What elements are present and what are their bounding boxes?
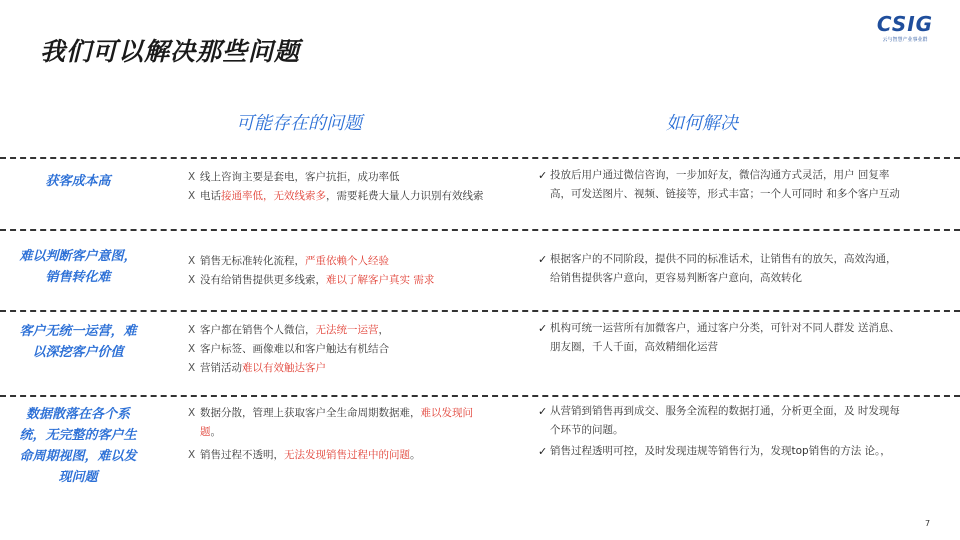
check-icon: ✓: [538, 253, 548, 266]
check-icon: ✓: [538, 322, 548, 335]
solutions-list: [538, 402, 906, 461]
x-icon: X: [188, 324, 196, 336]
problems-header: 可能存在的问题: [236, 113, 362, 134]
solution-item: ✓ 机构可统一运营所有加微客户，通过客户分类，可针对不同人群发 送消息、朋友圈，千人千面，高效精细化运营: [538, 319, 906, 357]
page-title: 我们可以解决那些问题: [40, 37, 301, 66]
check-icon: ✓: [538, 445, 548, 458]
category-data-silos: 数据散落在各个系统，无完整的客户生命周期视图，难以发现问题: [19, 407, 137, 485]
check-icon: ✓: [538, 169, 548, 182]
x-icon: X: [188, 343, 196, 355]
x-icon: X: [188, 255, 196, 267]
x-icon: X: [188, 449, 196, 461]
page-number: 7: [925, 519, 931, 528]
problems-list: [188, 252, 488, 290]
problem-item: X 电话接通率低，无效线索多，需要耗费大量人力识别有效线索: [188, 187, 488, 206]
row-divider: [0, 229, 960, 231]
row-divider: [0, 157, 960, 159]
problem-item: X 销售无标准转化流程，严重依赖个人经验: [188, 252, 488, 271]
row-divider: [0, 395, 960, 397]
logo-text: CSIG: [876, 12, 934, 36]
category-operations: 客户无统一运营，难以深挖客户价值: [19, 324, 137, 360]
solutions-list: [538, 319, 906, 357]
solutions-header: 如何解决: [666, 113, 738, 134]
category-acquisition-cost: 获客成本高: [45, 174, 111, 189]
solution-item: ✓ 根据客户的不同阶段，提供不同的标准话术，让销售有的放矢，高效沟通，给销售提供客户意向，更容易判断客户意向，高效转化: [538, 250, 906, 288]
logo-subtitle: 云与智慧产业事业群: [882, 37, 928, 43]
problem-item: X 没有给销售提供更多线索，难以了解客户真实 需求: [188, 271, 488, 290]
row-divider: [0, 310, 960, 312]
solution-item: ✓ 销售过程透明可控，及时发现违规等销售行为，发现top销售的方法 论。，: [538, 442, 906, 461]
problem-item: X 数据分散，管理上获取客户全生命周期数据难，难以发现问题。: [188, 404, 488, 442]
x-icon: X: [188, 190, 196, 202]
problems-list: [188, 404, 488, 465]
category-intent-conversion: 难以判断客户意图，销售转化难: [19, 249, 137, 285]
problem-item: X 线上咨询主要是套电，客户抗拒，成功率低: [188, 168, 488, 187]
problems-list: [188, 321, 488, 378]
problems-list: [188, 168, 488, 206]
problem-item: X 客户标签、画像难以和客户触达有机结合: [188, 340, 488, 359]
solutions-list: [538, 250, 906, 288]
csig-logo: [868, 14, 942, 44]
problem-item: X 营销活动难以有效触达客户: [188, 359, 488, 378]
problem-item: X 销售过程不透明，无法发现销售过程中的问题。: [188, 446, 488, 465]
x-icon: X: [188, 171, 196, 183]
solution-item: ✓ 从营销到销售再到成交、服务全流程的数据打通，分析更全面，及 时发现每个环节的问题。: [538, 402, 906, 440]
x-icon: X: [188, 407, 196, 419]
x-icon: X: [188, 362, 196, 374]
x-icon: X: [188, 274, 196, 286]
solutions-list: [538, 166, 906, 204]
check-icon: ✓: [538, 405, 548, 418]
problem-item: X 客户都在销售个人微信，无法统一运营，: [188, 321, 488, 340]
solution-item: ✓ 投放后用户通过微信咨询，一步加好友，微信沟通方式灵活，用户 回复率高，可发送图片、视频、链接等，形式丰富；一个人可同时 和多个客户互动: [538, 166, 906, 204]
